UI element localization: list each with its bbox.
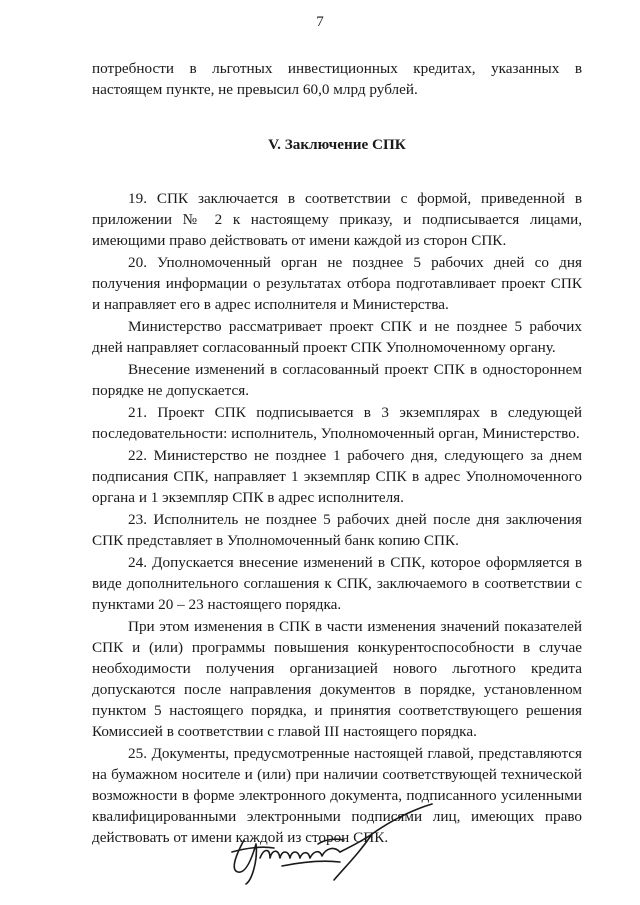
paragraph-24: 24. Допускается внесение изменений в СПК, которое оформляется в виде дополнительного соглашения к СПК, заключаемого в соответствии с пунктами 20 – 23 настоящего порядка.	[92, 554, 582, 613]
paragraph-24-amendments: При этом изменения в СПК в части изменения значений показателей СПК и (или) программы повышения конкурентоспособности в случае необходимости получения организацией нового льготного кредита допускаются после направления документов в порядке, установленном пунктом 5 настоящего порядка, и принятия соответствующего решения Комиссией в соответствии с главой III настоящего порядка.	[92, 618, 582, 740]
paragraph-19: 19. СПК заключается в соответствии с формой, приведенной в приложении № 2 к настоящему приказу, и подписывается лицами, имеющими право действовать от имени каждой из сторон СПК.	[92, 190, 582, 249]
continued-paragraph: потребности в льготных инвестиционных кредитах, указанных в настоящем пункте, не превысил 60,0 млрд рублей.	[92, 60, 582, 98]
paragraph-21: 21. Проект СПК подписывается в 3 экземплярах в следующей последовательности: исполнитель, Уполномоченный орган, Министерство.	[92, 404, 582, 442]
section-title: V. Заключение СПК	[268, 136, 406, 153]
document-body	[92, 58, 582, 849]
paragraph-22: 22. Министерство не позднее 1 рабочего дня, следующего за днем подписания СПК, направляет 1 экземпляр СПК в адрес Уполномоченного органа и 1 экземпляр СПК в адрес исполнителя.	[92, 447, 582, 506]
paragraph-20: 20. Уполномоченный орган не позднее 5 рабочих дней со дня получения информации о результатах отбора подготавливает проект СПК и направляет его в адрес исполнителя и Министерства.	[92, 254, 582, 313]
paragraph-23: 23. Исполнитель не позднее 5 рабочих дней после дня заключения СПК представляет в Уполномоченный банк копию СПК.	[92, 511, 582, 549]
signature-icon	[222, 800, 452, 890]
page-number: 7	[316, 14, 324, 30]
paragraph-20-changes: Внесение изменений в согласованный проект СПК в одностороннем порядке не допускается.	[92, 361, 582, 399]
paragraph-20-ministry: Министерство рассматривает проект СПК и не позднее 5 рабочих дней направляет согласованный проект СПК Уполномоченному органу.	[92, 318, 582, 356]
paragraph-25: 25. Документы, предусмотренные настоящей главой, представляются на бумажном носителе и (или) при наличии соответствующей технической возможности в форме электронного документа, подписанного усиленными квалифицированными электронными подписями лиц, имеющих право действовать от имени каждой из сторон СПК.	[92, 745, 582, 846]
